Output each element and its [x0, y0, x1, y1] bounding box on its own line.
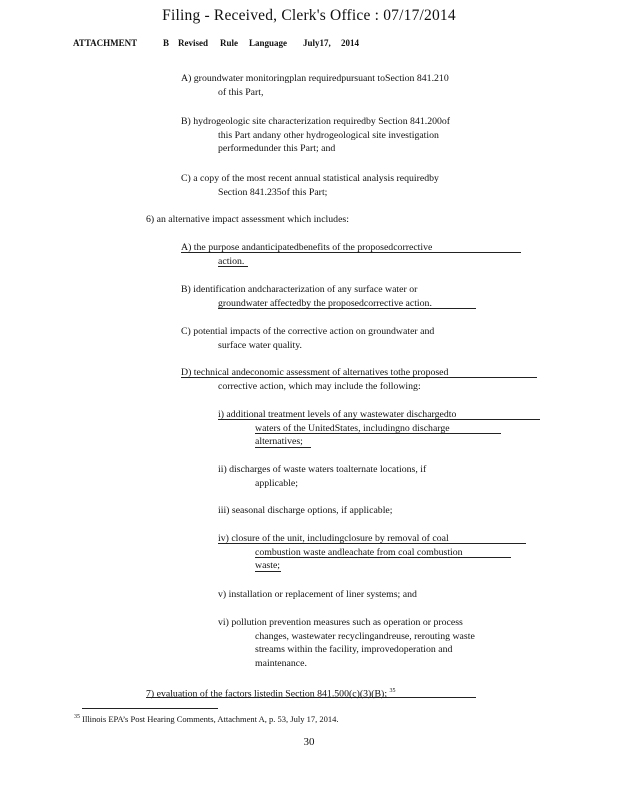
line: A) the purpose andanticipatedbenefits of the proposedcorrective: [181, 242, 433, 253]
underline: [218, 308, 476, 309]
list-item-7-evaluation: [146, 685, 396, 701]
line: B) hydrogeologic site characterization requiredby Section 841.200of: [181, 116, 451, 127]
attachment-revised: Revised: [178, 38, 208, 48]
line: C) a copy of the most recent annual statistical analysis requiredby: [181, 173, 439, 184]
list-item-c-copy: [181, 172, 439, 199]
underline: [218, 419, 540, 420]
page-number: 30: [303, 736, 315, 748]
list-item-i-additional: [218, 408, 456, 449]
line: changes, wastewater recyclingandreuse, rerouting waste: [255, 630, 475, 642]
line: B) identification andcharacterization of any surface water or: [181, 284, 418, 295]
underline: [255, 571, 281, 572]
attachment-word: ATTACHMENT: [73, 38, 138, 48]
line: maintenance.: [255, 657, 307, 669]
list-item-c-potential: [181, 325, 434, 352]
list-item-b-identification: [181, 283, 432, 310]
attachment-rule: Rule: [220, 38, 238, 48]
line: D) technical andeconomic assessment of alternatives tothe proposed: [181, 367, 449, 378]
attachment-year: 2014: [341, 38, 359, 48]
attachment-date: July17,: [303, 38, 331, 48]
list-item-v-installation: v) installation or replacement of liner systems; and: [218, 589, 417, 600]
line: A) groundwater monitoringplan requiredpursuant toSection 841.210: [181, 73, 449, 84]
list-item-vi-pollution: [218, 616, 475, 670]
list-item-iii-seasonal: iii) seasonal discharge options, if applicable;: [218, 505, 393, 516]
underline: [181, 377, 537, 378]
line: surface water quality.: [218, 339, 302, 351]
footnote-text: Illinois EPA’s Post Hearing Comments, Attachment A, p. 53, July 17, 2014.: [82, 714, 339, 724]
footnote-divider: [82, 708, 218, 709]
line: this Part andany other hydrogeological site investigation: [218, 129, 439, 141]
line: waters of the UnitedStates, includingno discharge: [255, 422, 450, 434]
line: streams within the facility, improvedoperation and: [255, 644, 453, 655]
list-item-d-technical: [181, 366, 448, 393]
underline: [255, 557, 511, 558]
list-item-a-purpose: [181, 241, 432, 268]
line: combustion waste andleachate from coal combustion: [255, 546, 463, 558]
underline: [181, 252, 521, 253]
line: corrective action, which may include the following:: [218, 380, 421, 392]
underline: [255, 433, 501, 434]
line: performedunder this Part; and: [218, 143, 336, 154]
line: i) additional treatment levels of any wastewater dischargedto: [218, 409, 457, 420]
line: 7) evaluation of the factors listedin Section 841.500(c)(3)(B);: [146, 688, 388, 700]
underline: [218, 266, 248, 267]
line: groundwater affectedby the proposedcorrective action.: [218, 297, 432, 309]
line: ii) discharges of waste waters toalternate locations, if: [218, 464, 427, 475]
line: vi) pollution prevention measures such as operation or process: [218, 617, 463, 628]
list-item-iv-closure: [218, 532, 463, 573]
line: of this Part,: [218, 86, 264, 98]
attachment-letter: B: [163, 38, 170, 48]
footnote: [74, 714, 338, 724]
footnote-marker: 35: [74, 714, 80, 721]
list-item-b-hydrogeologic: [181, 115, 450, 156]
filing-header: Filing - Received, Clerk's Office : 07/17/2014: [162, 7, 456, 24]
footnote-ref: 35: [389, 688, 396, 694]
line: iv) closure of the unit, includingclosure by removal of coal: [218, 533, 449, 544]
list-item-ii-discharges: [218, 463, 426, 490]
line: waste;: [255, 560, 281, 571]
underline: [218, 543, 526, 544]
list-item-6-alternative: 6) an alternative impact assessment which includes:: [146, 214, 349, 225]
line: Section 841.235of this Part;: [218, 186, 328, 198]
underline: [255, 447, 311, 448]
attachment-language: Language: [249, 38, 288, 48]
underline: [146, 697, 476, 698]
line: C) potential impacts of the corrective action on groundwater and: [181, 326, 435, 337]
list-item-a-groundwater: [181, 72, 449, 99]
line: alternatives;: [255, 436, 303, 447]
line: action.: [218, 255, 245, 267]
line: applicable;: [255, 477, 298, 489]
